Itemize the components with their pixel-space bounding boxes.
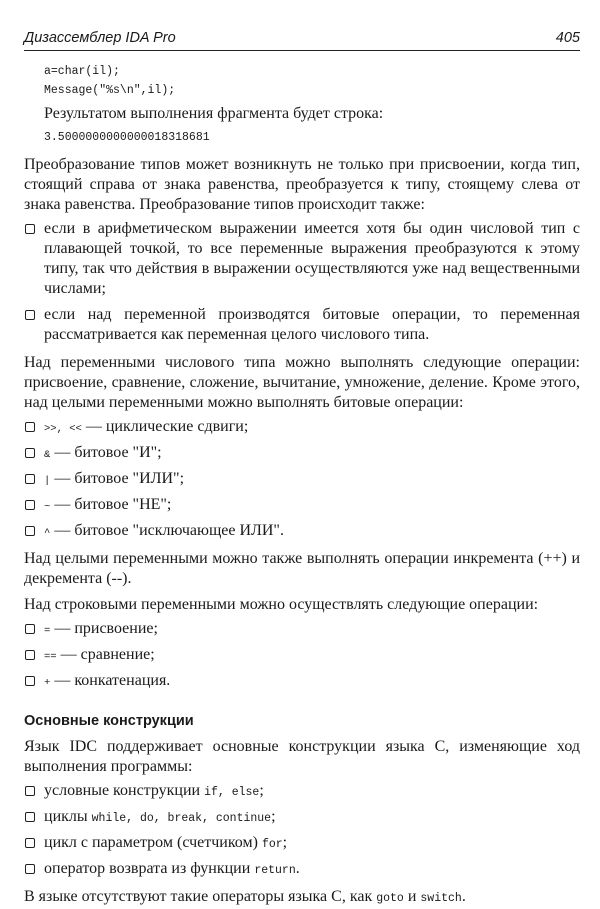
code-line: Message("%s\n",il); xyxy=(44,84,176,97)
construct-tail: ; xyxy=(259,782,264,799)
code-block xyxy=(44,62,580,100)
list-item xyxy=(24,495,580,517)
construct-code: return xyxy=(254,864,296,877)
list-item xyxy=(24,807,580,829)
construct-tail: ; xyxy=(282,834,288,851)
operator-symbol: == xyxy=(44,651,57,663)
operator-description: — циклические сдвиги; xyxy=(81,418,249,435)
paragraph-idc: Язык IDC поддерживает основные конструкции языка С, изменяющие ход выполнения программы: xyxy=(24,738,580,775)
operator-symbol: ~ xyxy=(44,501,51,513)
list-item xyxy=(24,671,580,693)
page-number: 405 xyxy=(555,30,580,46)
section-heading: Основные конструкции xyxy=(24,713,194,729)
code-line: a=char(il); xyxy=(44,65,120,78)
operator-symbol: ^ xyxy=(44,527,51,539)
operator-symbol: = xyxy=(44,625,51,637)
list-item xyxy=(24,645,580,667)
operator-description: — сравнение; xyxy=(56,646,155,663)
construct-code: for xyxy=(261,838,283,851)
paragraph-final xyxy=(24,887,580,909)
list-item xyxy=(24,443,580,465)
operator-symbol: & xyxy=(44,449,51,461)
construct-tail: ; xyxy=(271,808,276,825)
construct-text: циклы xyxy=(44,808,92,825)
operator-symbol: >>, << xyxy=(44,423,82,435)
operator-description: — битовое "НЕ"; xyxy=(50,496,172,513)
final-prefix: В языке отсутствуют такие операторы языка С, как xyxy=(24,888,377,905)
operator-description: — битовое "ИЛИ"; xyxy=(50,470,185,487)
list-item xyxy=(24,521,580,543)
construct-code: if, else xyxy=(204,786,260,799)
construct-text: оператор возврата из функции xyxy=(44,860,255,877)
list-item xyxy=(24,781,580,803)
final-code-goto: goto xyxy=(376,892,404,905)
paragraph-string-ops: Над строковыми переменными можно осуществлять следующие операции: xyxy=(24,596,539,613)
construct-text: условные конструкции xyxy=(44,782,205,799)
paragraph-conversion: Преобразование типов может возникнуть не только при присвоении, когда тип, стоящий справа от знака равенства, преобразуется к типу, стоящему слева от знака равенства. Преобразование типов происходит также: xyxy=(24,156,580,213)
final-suffix: . xyxy=(461,888,466,905)
result-intro: Результатом выполнения фрагмента будет строка: xyxy=(44,105,384,122)
construct-code: while, do, break, continue xyxy=(91,812,272,825)
paragraph-increment: Над целыми переменными можно также выполнять операции инкремента (++) и декремента (--). xyxy=(24,550,580,587)
operator-description: — битовое "И"; xyxy=(50,444,162,461)
paragraph-numeric-ops: Над переменными числового типа можно выполнять следующие операции: присвоение, сравнение, сложение, вычитание, умножение, деление. Кроме этого, над целыми переменными можно выполнять битовые операции: xyxy=(24,354,580,411)
construct-text: цикл с параметром (счетчиком) xyxy=(44,834,262,851)
page-body xyxy=(24,62,580,909)
list-item xyxy=(24,833,580,855)
running-title: Дизассемблер IDA Pro xyxy=(24,30,176,46)
operator-symbol: | xyxy=(44,475,51,487)
operator-description: — присвоение; xyxy=(50,620,158,637)
operator-description: — битовое "исключающее ИЛИ". xyxy=(50,522,284,539)
list-item: если в арифметическом выражении имеется хотя бы один числовой тип с плавающей точкой, то все переменные выражения преобразуются к этому типу, так что действия в выражении осуществляются уже над вещественными числами; xyxy=(24,219,580,299)
construct-tail: . xyxy=(295,860,300,877)
final-mid: и xyxy=(403,888,421,905)
final-code-switch: switch xyxy=(420,892,462,905)
list-item xyxy=(24,619,580,641)
result-value: 3.5000000000000018318681 xyxy=(44,131,210,144)
list-item: если над переменной производятся битовые операции, то переменная рассматривается как переменная целого числового типа. xyxy=(24,305,580,345)
list-item xyxy=(24,859,580,881)
operator-symbol: + xyxy=(44,677,51,689)
page-header xyxy=(24,30,580,51)
list-item xyxy=(24,417,580,439)
list-item xyxy=(24,469,580,491)
operator-description: — конкатенация. xyxy=(50,672,171,689)
